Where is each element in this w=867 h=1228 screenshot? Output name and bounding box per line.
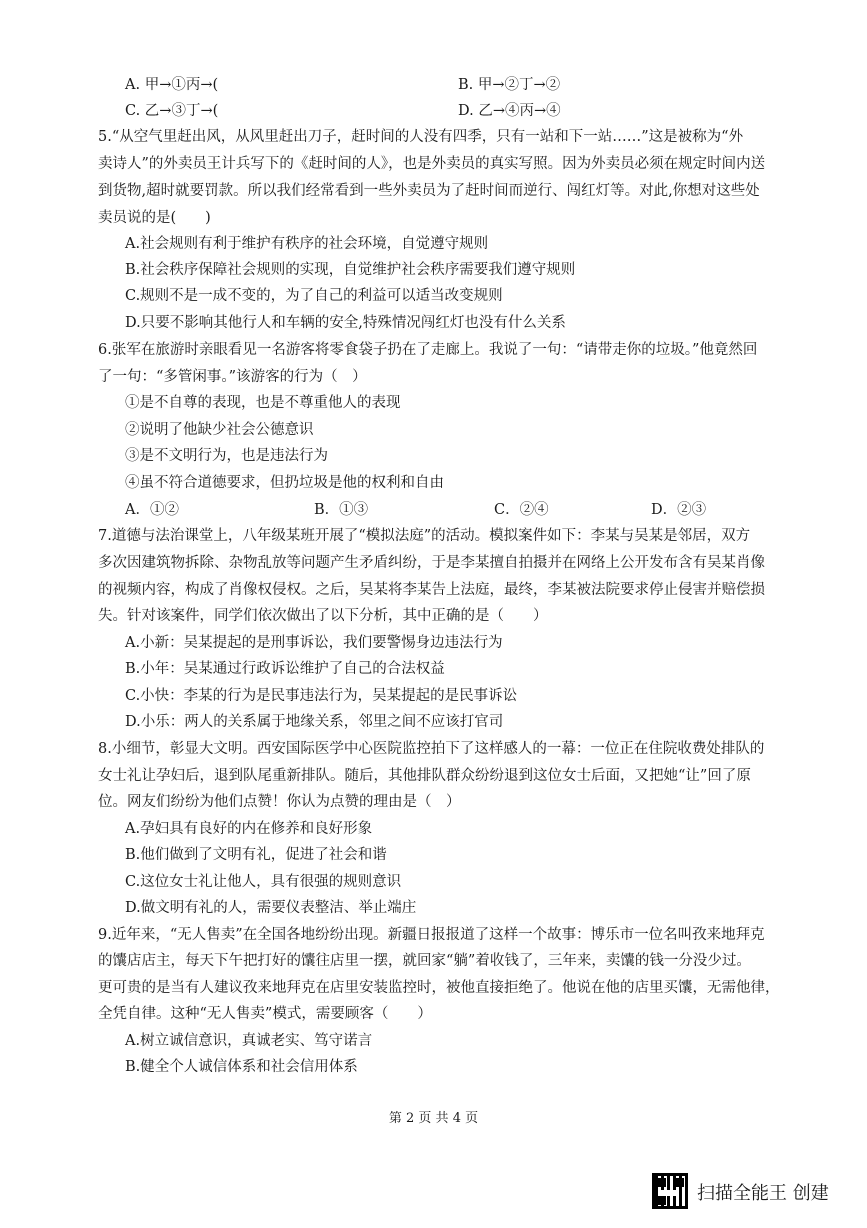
page-number: 第 2 页 共 4 页 [388, 1111, 479, 1126]
q6-item-4: ④虽不符合道德要求，但扔垃圾是他的权利和自由 [125, 475, 444, 491]
scanner-watermark: 扫描全能王 创建 [697, 1183, 829, 1204]
q4-option-b: B. 甲→②丁→② [458, 77, 561, 93]
q9-option-b: B.健全个人诚信体系和社会信用体系 [125, 1059, 358, 1075]
q6-item-1: ①是不自尊的表现，也是不尊重他人的表现 [125, 395, 401, 411]
q7-option-c: C.小快：李某的行为是民事违法行为，吴某提起的是民事诉讼 [125, 688, 518, 704]
q6-choice-d: D．②③ [651, 502, 707, 518]
q5-stem-line: 卖诗人”的外卖员王计兵写下的《赶时间的人》，也是外卖员的真实写照。因为外卖员必须在规定时间内送 [98, 156, 766, 172]
q7-option-d: D.小乐：两人的关系属于地缘关系，邻里之间不应该打官司 [125, 714, 504, 730]
q5-stem-line: 5.“从空气里赶出风，从风里赶出刀子，赶时间的人没有四季，只有一站和下一站……”这是被称为“外 [98, 129, 744, 145]
q8-option-b: B.他们做到了文明有礼，促进了社会和谐 [125, 847, 387, 863]
q6-item-2: ②说明了他缺少社会公德意识 [125, 422, 314, 438]
q5-option-b: B.社会秩序保障社会规则的实现，自觉维护社会秩序需要我们遵守规则 [125, 262, 576, 278]
q7-option-b: B.小年：吴某通过行政诉讼维护了自己的合法权益 [125, 661, 445, 677]
q6-item-3: ③是不文明行为，也是违法行为 [125, 448, 328, 464]
q8-option-c: C.这位女士礼让他人，具有很强的规则意识 [125, 874, 402, 890]
q7-option-a: A.小新：吴某提起的是刑事诉讼，我们要警惕身边违法行为 [125, 635, 503, 651]
q6-stem-line: 6.张军在旅游时亲眼看见一名游客将零食袋子扔在了走廊上。我说了一句：“请带走你的垃圾。”他竟然回 [98, 342, 758, 358]
q9-stem-line: 的馕店店主，每天下午把打好的馕往店里一摆，就回家“躺”着收钱了，三年来，卖馕的钱一分没少过。 [98, 953, 751, 969]
q4-option-d: D. 乙→④丙→④ [458, 103, 561, 119]
q4-option-c: C. 乙→③丁→( [125, 103, 219, 119]
q9-option-a: A.树立诚信意识，真诚老实、笃守诺言 [125, 1033, 373, 1049]
q6-choice-b: B．①③ [314, 502, 369, 518]
q5-option-d: D.只要不影响其他行人和车辆的安全,特殊情况闯红灯也没有什么关系 [125, 315, 566, 331]
q4-option-a: A. 甲→①丙→( [125, 77, 219, 93]
q6-choice-c: C．②④ [494, 502, 549, 518]
q9-stem-line: 更可贵的是当有人建议孜来地拜克在店里安装监控时，被他直接拒绝了。他说在他的店里买馕，无需他律， [98, 980, 780, 996]
q8-stem-line: 8.小细节，彰显大文明。西安国际医学中心医院监控拍下了这样感人的一幕：一位正在住院收费处排队的 [98, 741, 765, 757]
q8-stem-line: 女士礼让孕妇后，退到队尾重新排队。随后，其他排队群众纷纷退到这位女士后面，又把她“让”回了原 [98, 768, 751, 784]
q8-stem-line: 位。网友们纷纷为他们点赞！你认为点赞的理由是（ ） [98, 794, 461, 810]
q5-stem-line: 到货物,超时就要罚款。所以我们经常看到一些外卖员为了赶时间而逆行、闯红灯等。对此,你想对这些处 [98, 183, 760, 199]
q7-stem-line: 多次因建筑物拆除、杂物乱放等问题产生矛盾纠纷，于是李某擅自拍摄并在网络上公开发布含有吴某肖像 [98, 555, 765, 571]
qr-code-icon [652, 1173, 688, 1209]
q8-option-a: A.孕妇具有良好的内在修养和良好形象 [125, 821, 373, 837]
q9-stem-line: 9.近年来，“无人售卖”在全国各地纷纷出现。新疆日报报道了这样一个故事：博乐市一位名叫孜来地拜克 [98, 927, 765, 943]
q9-stem-line: 全凭自律。这种“无人售卖”模式，需要顾客（ ） [98, 1006, 432, 1022]
q5-option-c: C.规则不是一成不变的，为了自己的利益可以适当改变规则 [125, 288, 503, 304]
q5-option-a: A.社会规则有利于维护有秩序的社会环境，自觉遵守规则 [125, 236, 489, 252]
q7-stem-line: 的视频内容，构成了肖像权侵权。之后，吴某将李某告上法庭，最终，李某被法院要求停止侵害并赔偿损 [98, 582, 765, 598]
q5-stem-line: 卖员说的是( ) [98, 210, 211, 226]
q6-stem-line: 了一句：“多管闲事。”该游客的行为（ ） [98, 369, 367, 385]
q6-choice-a: A．①② [125, 502, 179, 518]
q8-option-d: D.做文明有礼的人，需要仪表整洁、举止端庄 [125, 900, 417, 916]
q7-stem-line: 失。针对该案件，同学们依次做出了以下分析，其中正确的是（ ） [98, 608, 548, 624]
q7-stem-line: 7.道德与法治课堂上，八年级某班开展了“模拟法庭”的活动。模拟案件如下：李某与吴某是邻居，双方 [98, 528, 751, 544]
